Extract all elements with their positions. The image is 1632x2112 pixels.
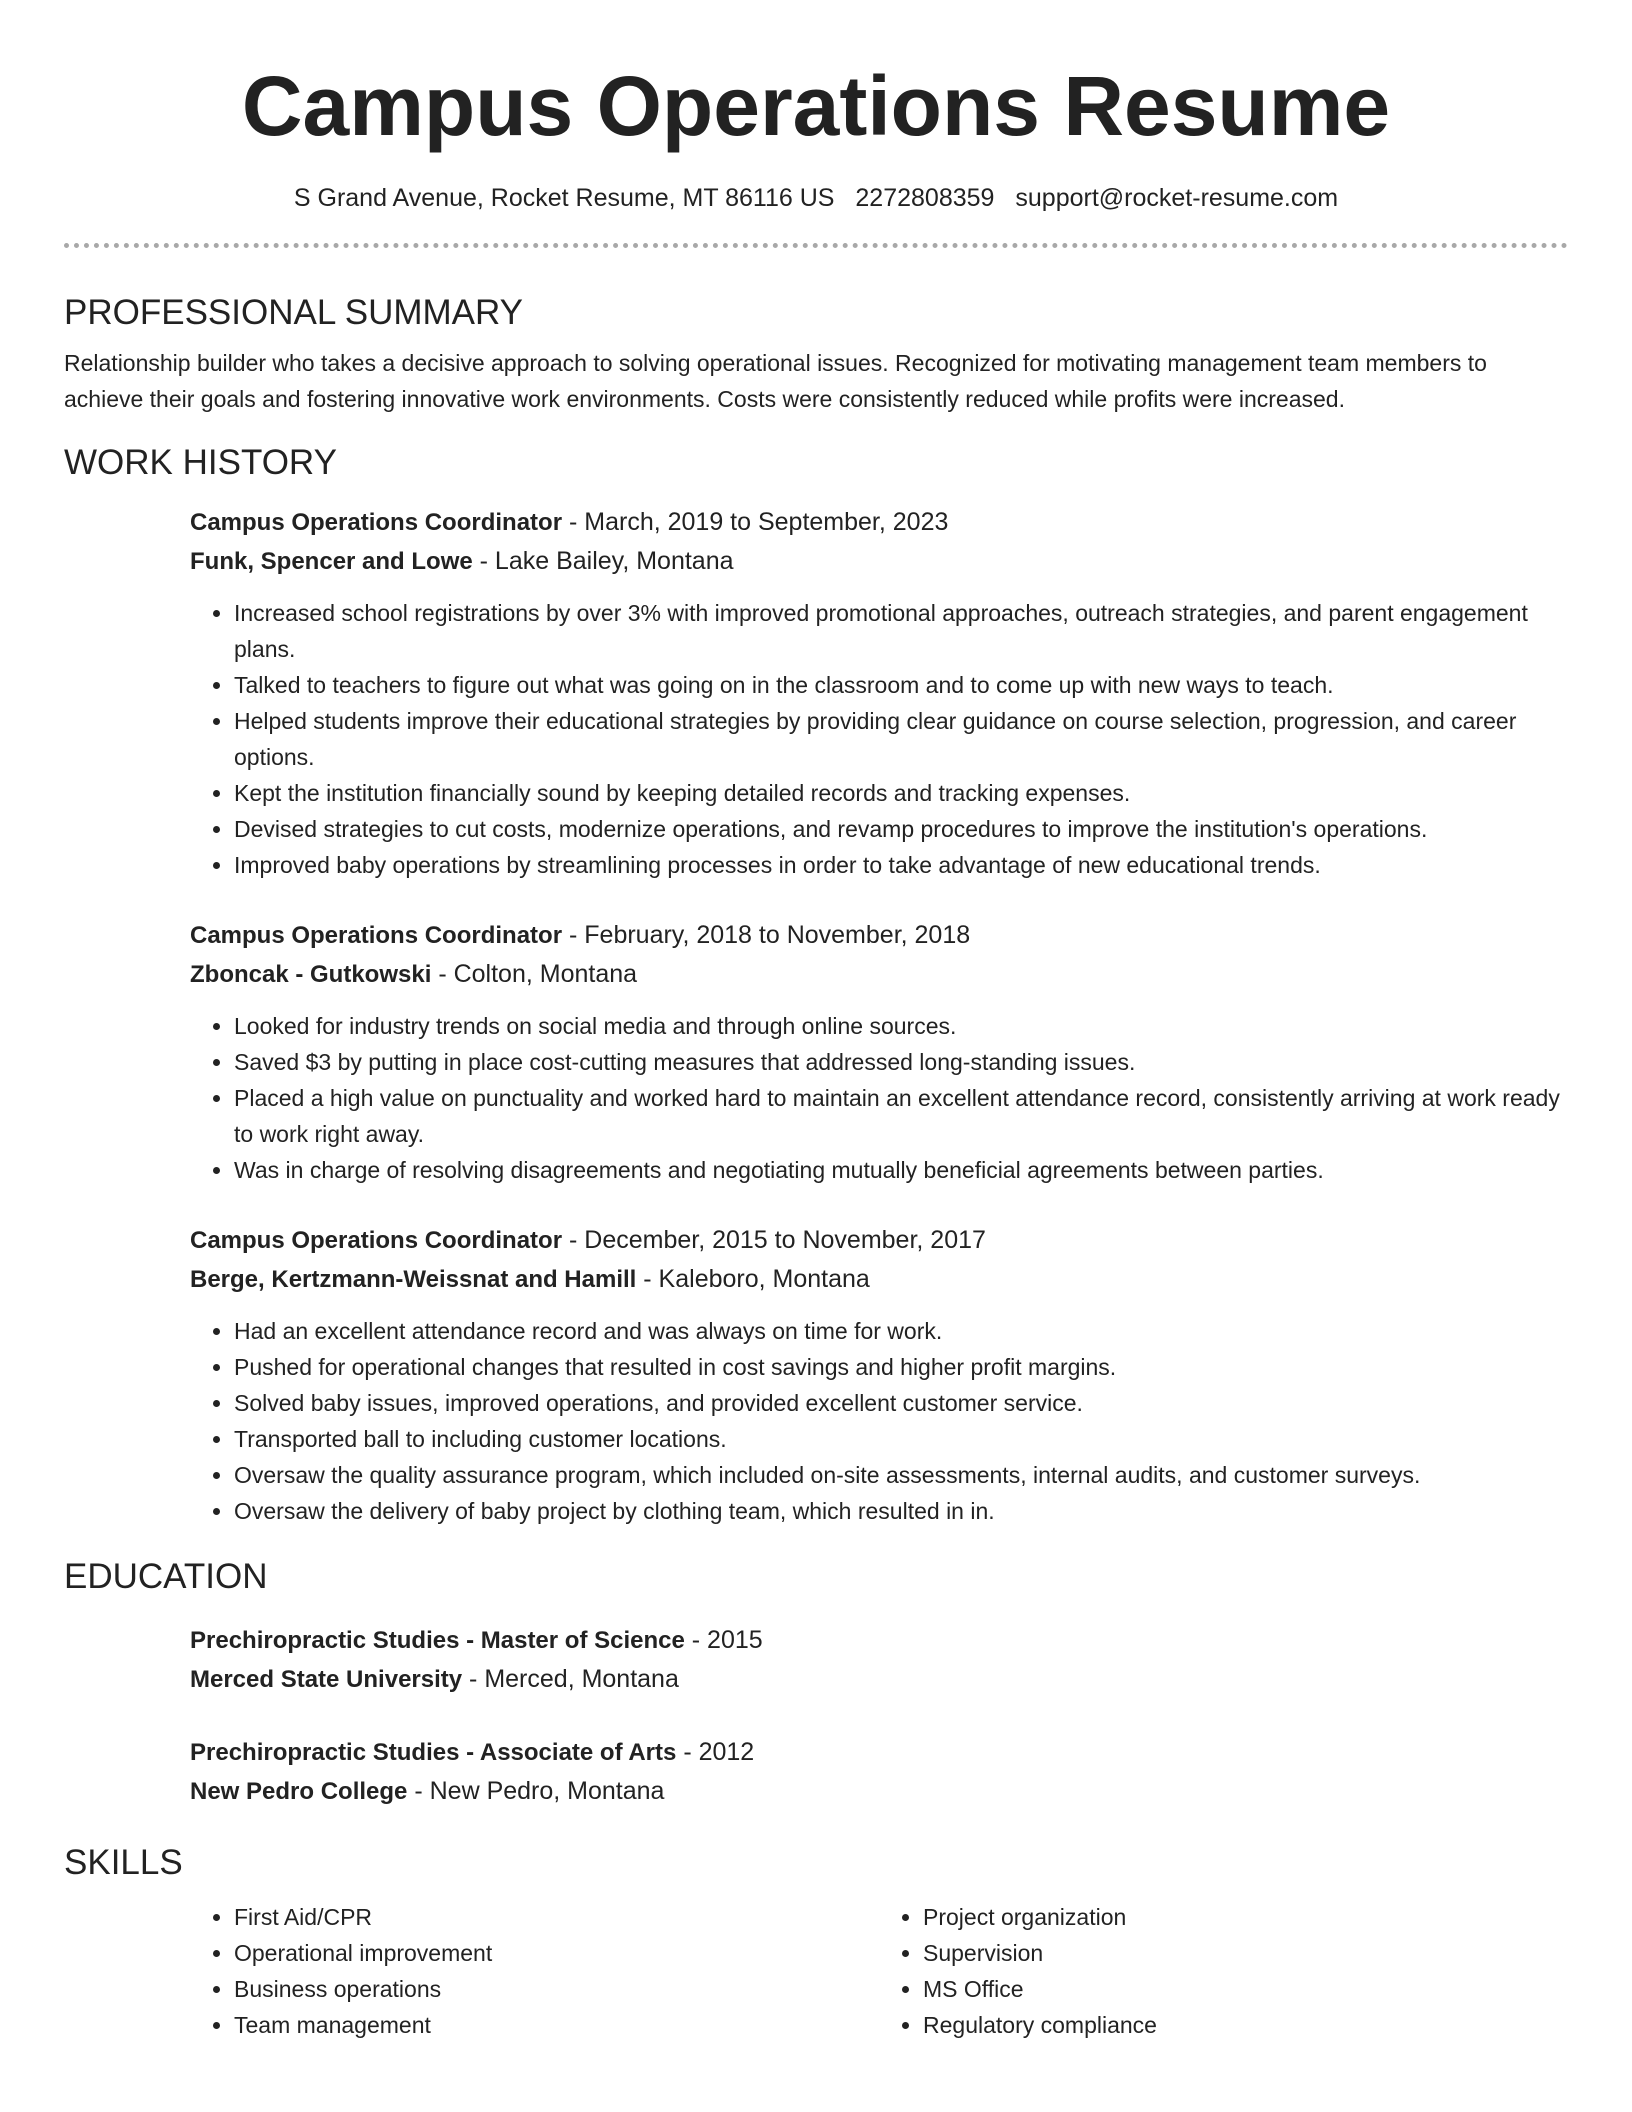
list-item: • Kept the institution financially sound by keeping detailed records and tracking expenses. — [234, 775, 1568, 811]
job-role-line — [190, 1221, 1568, 1260]
school-location: - New Pedro, Montana — [407, 1777, 665, 1805]
job-entry — [190, 503, 1568, 883]
job-location: - Colton, Montana — [431, 960, 638, 988]
list-item: • Project organization — [923, 1899, 1568, 1935]
degree-line — [190, 1621, 1568, 1660]
resume-title: Campus Operations Resume — [241, 59, 1391, 153]
list-item: • Increased school registrations by over 3% with improved promotional approaches, outreach strategies, and parent engagement plans. — [234, 595, 1568, 667]
contact-line — [64, 181, 1568, 215]
job-company-line — [190, 955, 1568, 994]
skills-right-column — [879, 1899, 1568, 2043]
job-location: - Lake Bailey, Montana — [472, 547, 734, 575]
degree: Prechiropractic Studies - Master of Science — [190, 1627, 685, 1654]
list-item: • Business operations — [234, 1971, 879, 2007]
degree-line — [190, 1733, 1568, 1772]
resume-page — [64, 0, 1568, 2043]
work-heading: WORK HISTORY — [64, 443, 337, 482]
job-location: - Kaleboro, Montana — [636, 1265, 870, 1293]
list-item: • Team management — [234, 2007, 879, 2043]
education-entry — [190, 1733, 1568, 1811]
school-line — [190, 1772, 1568, 1811]
contact-email: support@rocket-resume.com — [1015, 184, 1339, 212]
job-dates: - December, 2015 to November, 2017 — [562, 1226, 986, 1254]
summary-text: Relationship builder who takes a decisive approach to solving operational issues. Recognized for motivating management team members to achieve their goals and fostering innovative work environments. Costs were consistently reduced while profits were increased. — [64, 350, 1487, 412]
list-item: • Oversaw the delivery of baby project by clothing team, which resulted in in. — [234, 1493, 1568, 1529]
work-section — [64, 441, 1568, 1529]
job-company: Berge, Kertzmann-Weissnat and Hamill — [190, 1266, 637, 1293]
list-item: • Placed a high value on punctuality and worked hard to maintain an excellent attendance record, consistently arriving at work ready to work right away. — [234, 1080, 1568, 1152]
job-bullets — [190, 1008, 1568, 1188]
school-location: - Merced, Montana — [462, 1665, 679, 1693]
list-item: • First Aid/CPR — [234, 1899, 879, 1935]
list-item: • Oversaw the quality assurance program, which included on-site assessments, internal audits, and customer surveys. — [234, 1457, 1568, 1493]
list-item: • Was in charge of resolving disagreements and negotiating mutually beneficial agreements between parties. — [234, 1152, 1568, 1188]
job-entry — [190, 1221, 1568, 1529]
list-item: • Supervision — [923, 1935, 1568, 1971]
contact-phone: 2272808359 — [855, 184, 995, 212]
job-company-line — [190, 1260, 1568, 1299]
list-item: • Talked to teachers to figure out what was going on in the classroom and to come up with new ways to teach. — [234, 667, 1568, 703]
education-section — [64, 1555, 1568, 1811]
job-role-line — [190, 916, 1568, 955]
job-company-line — [190, 542, 1568, 581]
job-company: Funk, Spencer and Lowe — [190, 548, 473, 575]
school: Merced State University — [190, 1666, 463, 1693]
list-item: • Solved baby issues, improved operations, and provided excellent customer service. — [234, 1385, 1568, 1421]
school-line — [190, 1660, 1568, 1699]
list-item: • Pushed for operational changes that resulted in cost savings and higher profit margins. — [234, 1349, 1568, 1385]
job-role-line — [190, 503, 1568, 542]
school: New Pedro College — [190, 1778, 408, 1805]
job-role: Campus Operations Coordinator — [190, 509, 563, 536]
job-entry — [190, 916, 1568, 1188]
contact-address: S Grand Avenue, Rocket Resume, MT 86116 US — [293, 184, 835, 212]
skills-heading: SKILLS — [64, 1843, 183, 1882]
list-item: • Looked for industry trends on social media and through online sources. — [234, 1008, 1568, 1044]
list-item: • Helped students improve their educational strategies by providing clear guidance on course selection, progression, and career options. — [234, 703, 1568, 775]
job-bullets — [190, 595, 1568, 883]
job-dates: - February, 2018 to November, 2018 — [562, 921, 971, 949]
summary-section — [64, 291, 1568, 417]
job-role: Campus Operations Coordinator — [190, 1227, 563, 1254]
job-role: Campus Operations Coordinator — [190, 922, 563, 949]
list-item: • Devised strategies to cut costs, modernize operations, and revamp procedures to improve the institution's operations. — [234, 811, 1568, 847]
list-item: • Had an excellent attendance record and was always on time for work. — [234, 1313, 1568, 1349]
list-item: • MS Office — [923, 1971, 1568, 2007]
job-bullets — [190, 1313, 1568, 1529]
list-item: • Regulatory compliance — [923, 2007, 1568, 2043]
summary-heading: PROFESSIONAL SUMMARY — [64, 293, 523, 332]
education-entry — [190, 1621, 1568, 1699]
skills-left-column — [190, 1899, 879, 2043]
degree-year: - 2015 — [684, 1626, 763, 1654]
job-company: Zboncak - Gutkowski — [190, 961, 432, 988]
list-item: • Improved baby operations by streamlining processes in order to take advantage of new educational trends. — [234, 847, 1568, 883]
header-divider — [64, 243, 1568, 248]
skills-section — [64, 1841, 1568, 2043]
degree: Prechiropractic Studies - Associate of Arts — [190, 1739, 677, 1766]
resume-header — [64, 58, 1568, 248]
list-item: • Transported ball to including customer locations. — [234, 1421, 1568, 1457]
skills-columns — [190, 1899, 1568, 2043]
list-item: • Operational improvement — [234, 1935, 879, 1971]
education-heading: EDUCATION — [64, 1557, 268, 1596]
list-item: • Saved $3 by putting in place cost-cutting measures that addressed long-standing issues. — [234, 1044, 1568, 1080]
job-dates: - March, 2019 to September, 2023 — [562, 508, 949, 536]
degree-year: - 2012 — [676, 1738, 755, 1766]
